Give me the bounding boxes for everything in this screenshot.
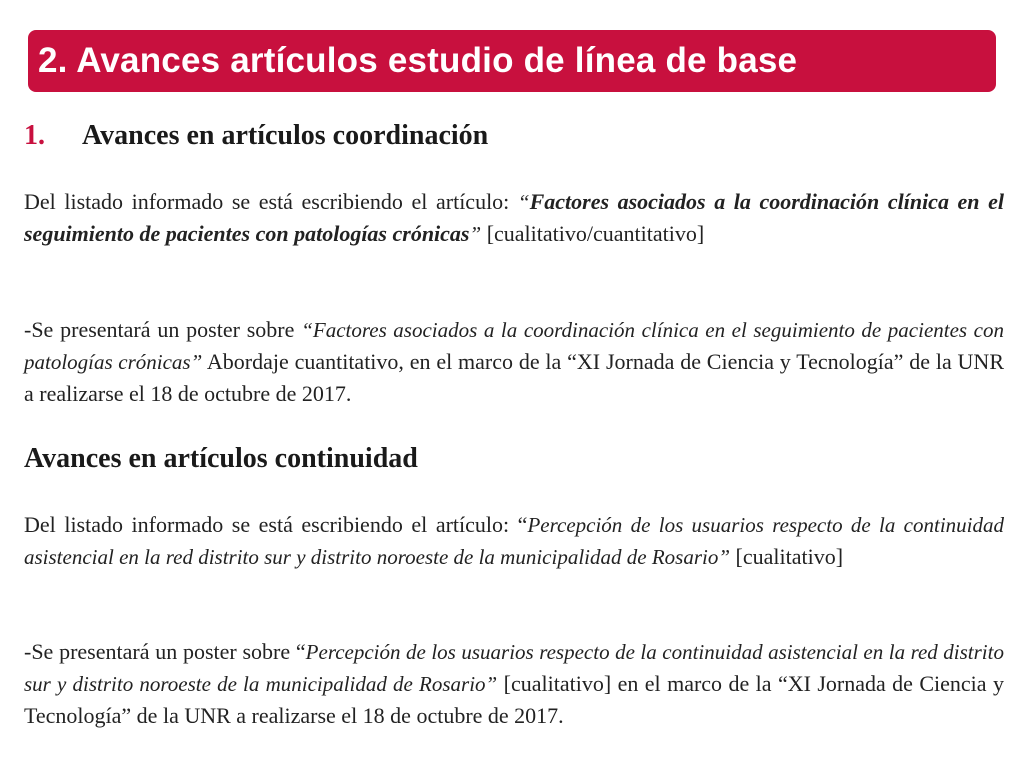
paragraph-lead: -Se presentará un poster sobre	[24, 317, 302, 342]
paragraph-lead: -Se presentará un poster sobre “	[24, 639, 306, 664]
open-quote: “	[517, 190, 530, 214]
poster-title: “Factores asociados a la coordinación clínica en el seguimiento de pacientes con patologías crónicas”	[24, 318, 1004, 374]
paragraph-lead: Del listado informado se está escribiendo el artículo: “	[24, 512, 528, 537]
section-continuidad-title: Avances en artículos continuidad	[24, 443, 418, 474]
poster-title: Percepción de los usuarios respecto de la continuidad asistencial en la red distrito sur y distrito noroeste de la municipalidad de Rosario”	[24, 640, 1004, 696]
close-quote: ”	[469, 222, 482, 246]
paragraph-tail: Abordaje cuantitativo, en el marco de la “XI Jornada de Ciencia y Tecnología” de la UNR a realizarse el 18 de octubre de 2017.	[24, 349, 1004, 406]
section-coordinacion-heading	[24, 120, 488, 152]
coordinacion-poster-paragraph	[24, 314, 1004, 410]
section-coordinacion-title: Avances en artículos coordinación	[82, 120, 489, 151]
slide-title-bar	[28, 30, 996, 92]
slide-title: 2. Avances artículos estudio de línea de base	[38, 41, 798, 80]
continuidad-article-paragraph	[24, 509, 1004, 573]
paragraph-tail: [cualitativo]	[730, 544, 844, 569]
paragraph-tail: [cualitativo/cuantitativo]	[481, 221, 705, 246]
coordinacion-article-paragraph	[24, 186, 1004, 250]
section-continuidad-heading	[24, 443, 418, 475]
section-number: 1.	[24, 120, 45, 151]
paragraph-lead: Del listado informado se está escribiendo el artículo:	[24, 189, 518, 214]
article-title: Percepción de los usuarios respecto de la continuidad asistencial en la red distrito sur y distrito noroeste de la municipalidad de Rosario”	[24, 513, 1004, 569]
paragraph-tail: [cualitativo] en el marco de la “XI Jornada de Ciencia y Tecnología” de la UNR a realizarse el 18 de octubre de 2017.	[24, 671, 1004, 728]
article-title: Factores asociados a la coordinación clínica en el seguimiento de pacientes con patologías crónicas	[24, 189, 1004, 246]
continuidad-poster-paragraph	[24, 636, 1004, 732]
